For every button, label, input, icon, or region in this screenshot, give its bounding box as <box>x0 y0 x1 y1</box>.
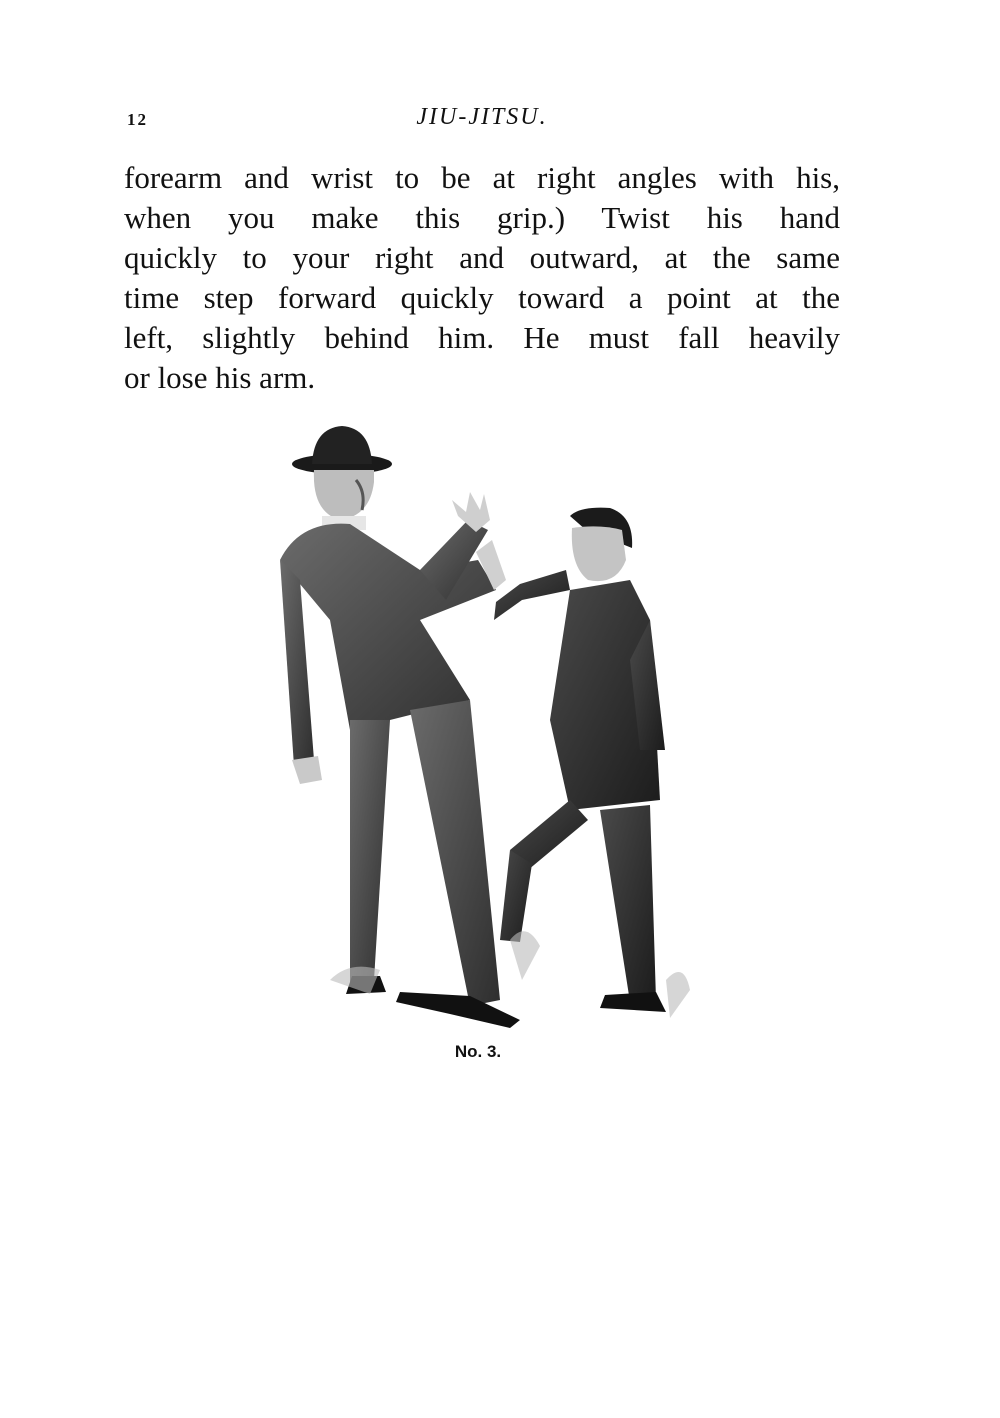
illustration-photo <box>270 420 710 1040</box>
text-line: or lose his arm. <box>124 360 316 395</box>
figure-caption <box>0 1042 1000 1062</box>
body-paragraph <box>124 158 840 398</box>
running-head <box>0 104 1000 131</box>
text-line: quickly to your right and outward, at the same <box>124 240 840 275</box>
text-line: forearm and wrist to be at right angles with his, <box>124 160 840 195</box>
figure-caption-text: No. 3. <box>454 1042 502 1061</box>
text-line: time step forward quickly toward a point at the <box>124 280 840 315</box>
running-head-text: JIU-JITSU. <box>416 104 548 130</box>
text-line: when you make this grip.) Twist his hand <box>124 200 840 235</box>
japanese-man <box>476 508 666 1012</box>
man-with-bowler-hat <box>280 426 520 1028</box>
text-line: left, slightly behind him. He must fall heavily <box>124 320 840 355</box>
page-number: 12 <box>127 110 148 129</box>
